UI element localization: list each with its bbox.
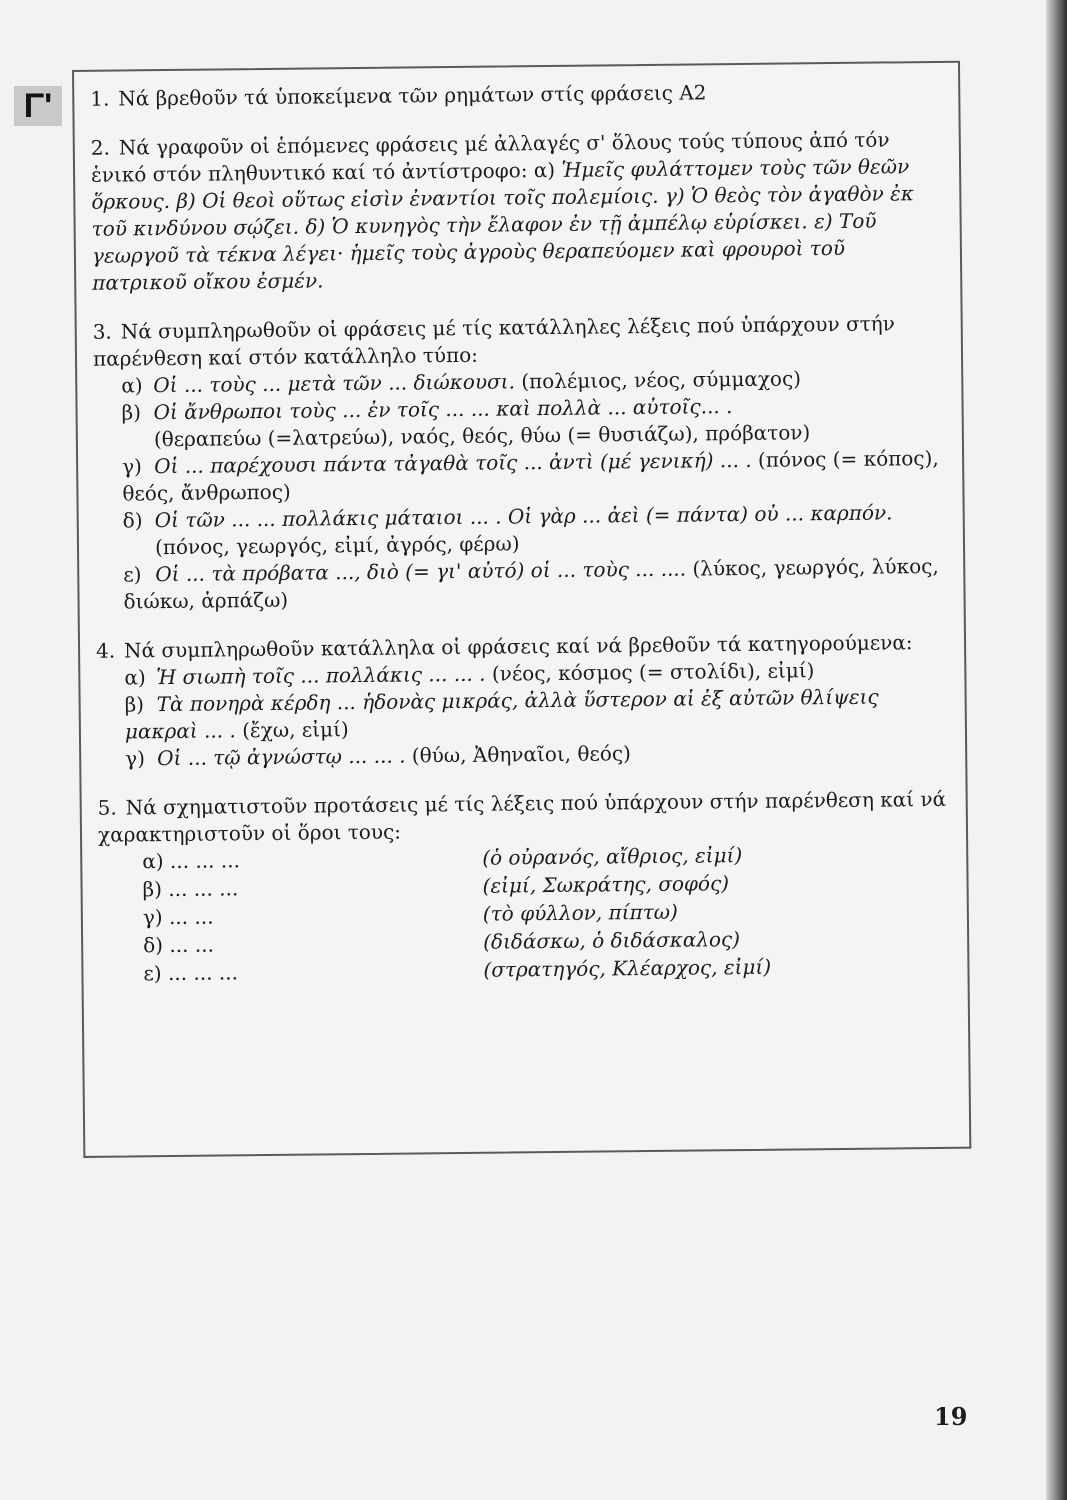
list-item: α) ... ... ... (ὁ οὐρανός, αἴθριος, εἰμί) — [142, 843, 743, 874]
exercise-number: 2. — [90, 135, 111, 160]
list-item: ε) ... ... ... (στρατηγός, Κλέαρχος, εἰμί) — [143, 954, 772, 986]
exercise-sentences: Ἡμεῖς φυλάττομεν τοὺς τῶν θεῶν ὅρκους. β) Οἱ θεοὶ οὕτως εἰσὶν ἐναντίοι τοῖς πολεμίοις. γ) Ὁ θεὸς τὸν ἀγαθὸν ἐκ τοῦ κινδύνου σῴζει. δ) Ὁ κυνηγὸς τὴν ἔλαφον ἐν τῇ ἀμπέλῳ εὑρίσκει. ε) Τοῦ γεωργοῦ τὰ τέκνα λέγει· ἡμεῖς τοὺς ἀγροὺς θεραπεύομεν καὶ φρουροὶ τοῦ πατρικοῦ οἴκου ἐσμέν. — [91, 154, 915, 295]
list-item: δ) Οἱ τῶν ... ... πολλάκις μάταιοι ... . Οἱ γὰρ ... ἀεὶ (= πάντα) οὐ ... καρπόν. — [122, 500, 893, 533]
exercise-number: 4. — [95, 638, 116, 663]
book-spine-shadow — [1046, 0, 1067, 1500]
exercise-box — [72, 61, 971, 1158]
list-item: α) Οἱ ... τοὺς ... μετὰ τῶν ... διώκουσι. (πολέμιος, νέος, σύμμαχος) — [121, 366, 802, 398]
exercise-3 — [93, 310, 948, 616]
exercise-2 — [91, 126, 945, 297]
exercise-4 — [96, 629, 949, 773]
list-item: α) Ἡ σιωπὴ τοῖς ... πολλάκις ... ... . (νέος, κόσμος (= στολίδι), εἰμί) — [124, 658, 815, 690]
exercise-number: 1. — [90, 86, 110, 111]
exercise-instruction: Νά γραφοῦν οἱ ἑπόμενες φράσεις μέ ἀλλαγές σ' ὅλους τούς τύπους ἀπό τόν ἑνικό στόν πληθυντικό καί τό ἀντίστροφο: α) — [90, 127, 890, 187]
list-item-hint: (θεραπεύω (=λατρεύω), ναός, θεός, θύω (= θυσιάζω), πρόβατον) — [153, 420, 811, 452]
exercise-instruction: Νά βρεθοῦν τά ὑποκείμενα τῶν ρημάτων στίς φράσεις Α2 — [118, 80, 707, 111]
list-item: γ) ... ... (τὸ φύλλον, πίπτω) — [142, 899, 678, 930]
list-item: β) ... ... ... (εἰμί, Σωκράτης, σοφός) — [142, 871, 730, 902]
exercise-instruction: Νά συμπληρωθοῦν κατάλληλα οἱ φράσεις καί νά βρεθοῦν τά κατηγορούμενα: — [123, 630, 913, 663]
exercise-number: 3. — [92, 319, 112, 344]
list-item: γ) Οἱ ... τῷ ἀγνώστῳ ... ... . (θύω, Ἀθηναῖοι, θεός) — [125, 741, 631, 771]
page-number: 19 — [934, 1402, 968, 1431]
exercise-instruction: Νά συμπληρωθοῦν οἱ φράσεις μέ τίς κατάλληλες λέξεις πού ὑπάρχουν στήν παρένθεση καί στόν κατάλληλο τύπο: — [92, 311, 896, 371]
list-item: β) Οἱ ἄνθρωποι τοὺς ... ἐν τοῖς ... ... καὶ πολλὰ ... αὐτοῖς... . — [121, 394, 733, 425]
exercise-1 — [90, 77, 942, 113]
list-item: ε) Οἱ ... τὰ πρόβατα ..., διὸ (= γι' αὐτό) οἱ ... τοὺς ... .... (λύκος, γεωργός, λύκος, διώκω, ἁρπάζω) — [123, 553, 939, 614]
list-item: δ) ... ... (διδάσκω, ὁ διδάσκαλος) — [143, 927, 741, 958]
exercise-number: 5. — [97, 795, 117, 820]
exercise-instruction: Νά σχηματιστοῦν προτάσεις μέ τίς λέξεις πού ὑπάρχουν στήν παρένθεση καί νά χαρακτηριστοῦν οἱ ὅροι τους: — [97, 786, 947, 847]
list-item-hint: (πόνος, γεωργός, εἰμί, ἀγρός, φέρω) — [154, 531, 520, 560]
exercise-5 — [98, 786, 952, 989]
list-item: γ) Οἱ ... παρέχουσι πάντα τἀγαθὰ τοῖς ... ἀντὶ (μέ γενική) ... . (πόνος (= κόπος), θεός, ἄνθρωπος) — [122, 445, 939, 506]
section-label: Γ' — [14, 86, 62, 126]
list-item: β) Τὰ πονηρὰ κέρδη ... ἡδονὰς μικράς, ἀλλὰ ὕστερον αἱ ἐξ αὐτῶν θλίψεις μακραὶ ... . (ἔχω, εἰμί) — [124, 684, 879, 744]
